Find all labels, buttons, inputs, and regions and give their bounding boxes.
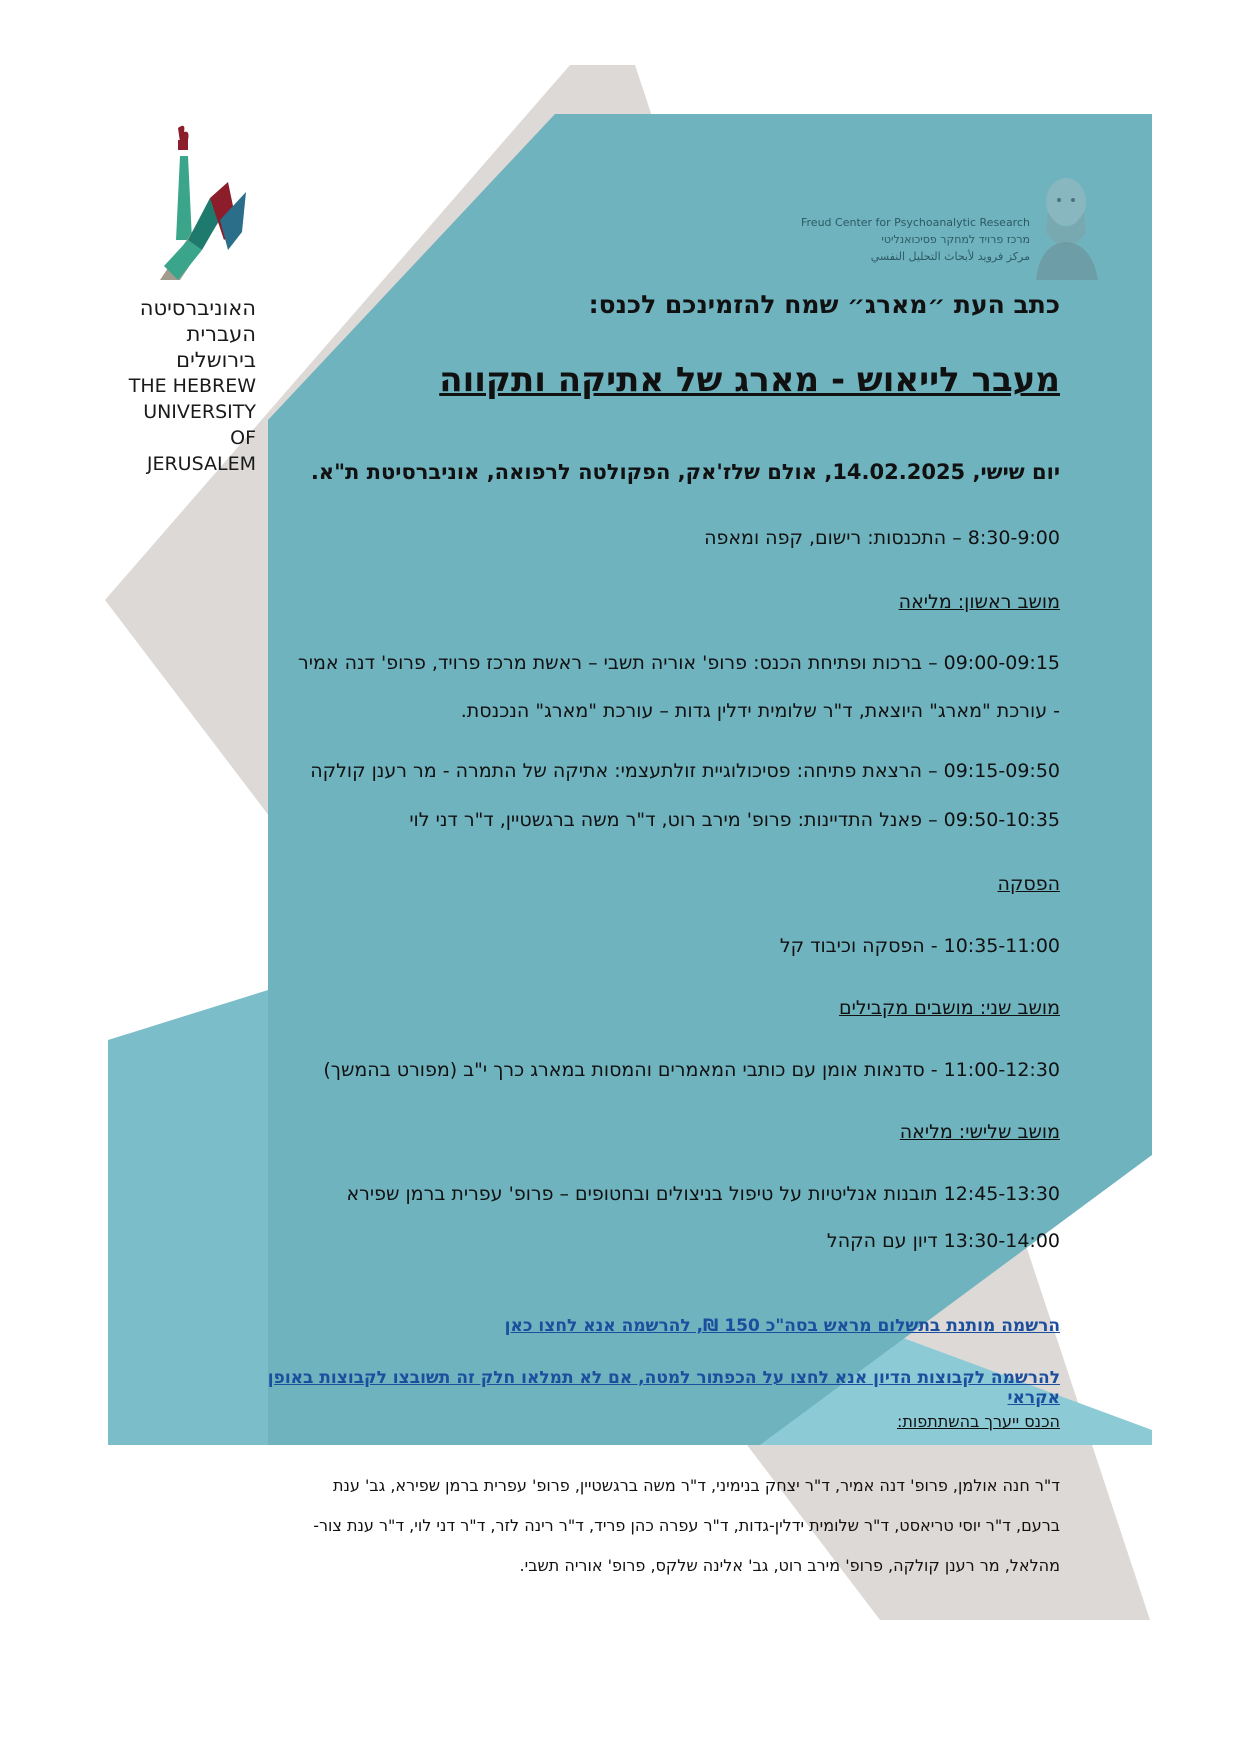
- university-name-he-1: האוניברסיטה: [139, 296, 256, 320]
- freud-center-name-he: מרכז פרויד למחקר פסיכואנליטי: [881, 233, 1030, 246]
- schedule-gathering: 8:30-9:00 – התכנסות: רישום, קפה ומאפה: [704, 527, 1060, 549]
- participants-list: [220, 1466, 1060, 1586]
- date-location: יום שישי, 14.02.2025, אולם שלז'אק, הפקולטה לרפואה, אוניברסיטת ת"א.: [310, 460, 1060, 484]
- invitation-line: כתב העת ״מארג״ שמח להזמינכם לכנס:: [588, 290, 1060, 319]
- freud-center-name-en: Freud Center for Psychoanalytic Research: [801, 216, 1030, 229]
- university-name-he-3: בירושלים: [176, 348, 256, 372]
- participants-line-1: ד"ר חנה אולמן, פרופ' דנה אמיר, ד"ר יצחק בנימיני, ד"ר משה ברגשטיין, פרופ' עפרית ברמן שפירא, גב' ענת: [332, 1476, 1060, 1495]
- break-heading: הפסקה: [997, 873, 1060, 895]
- session3-heading: מושב שלישי: מליאה: [899, 1121, 1060, 1143]
- university-name-en-2: UNIVERSITY: [143, 401, 256, 423]
- schedule-opening-lecture: 09:15-09:50 – הרצאת פתיחה: פסיכולוגיית זולתעצמי: אתיקה של התמרה - מר רענן קולקה: [310, 760, 1060, 782]
- hebrew-university-logo: [118, 120, 268, 475]
- session2-heading: מושב שני: מושבים מקבילים: [838, 997, 1060, 1019]
- schedule-greetings-1: 09:00-09:15 – ברכות ופתיחת הכנס: פרופ' אוריה תשבי – ראשת מרכז פרויד, פרופ' דנה אמיר: [297, 652, 1060, 674]
- freud-center-name-ar: مركز فرويد لأبحاث التحليل النفسي: [870, 250, 1030, 263]
- schedule-workshops: 11:00-12:30 - סדנאות אומן עם כותבי המאמרים והמסות במארג כרך י"ב (מפורט בהמשך): [323, 1059, 1060, 1081]
- schedule-greetings-2: - עורכת "מארג" היוצאת, ד"ר שלומית ידלין גדות – עורכת "מארג" הנכנסת.: [460, 700, 1060, 722]
- schedule-break: 10:35-11:00 - הפסקה וכיבוד קל: [779, 935, 1060, 957]
- participation-caption: הכנס ייערך בהשתתפות:: [897, 1412, 1060, 1431]
- discussion-groups-link[interactable]: להרשמה לקבוצות הדיון אנא לחצו על הכפתור למטה, אם לא תמלאו חלק זה תשובצו לקבוצות באופן אקראי: [267, 1368, 1060, 1408]
- university-emblem-icon: [158, 120, 248, 290]
- schedule-lecture3: 12:45-13:30 תובנות אנליטיות על טיפול בניצולים ובחטופים – פרופ' עפרית ברמן שפירא: [346, 1183, 1060, 1205]
- conference-title: מעבר לייאוש - מארג של אתיקה ותקווה: [439, 360, 1060, 400]
- registration-link[interactable]: הרשמה מותנת בתשלום מראש בסה"כ 150 ₪, להרשמה אנא לחצו כאן: [504, 1316, 1060, 1336]
- freud-center-name: [760, 214, 1030, 265]
- participants-line-2: ברעם, ד"ר יוסי טריאסט, ד"ר שלומית ידלין-גדות, ד"ר עפרה כהן פריד, ד"ר רינה לזר, ד"ר דני לוי, ד"ר ענת צור-: [313, 1516, 1060, 1535]
- schedule-discussion: 13:30-14:00 דיון עם הקהל: [826, 1230, 1060, 1252]
- freud-center-logo: [760, 172, 1100, 282]
- participants-line-3: מהלאל, מר רענן קולקה, פרופ' מירב רוט, גב' אלינה שלקס, פרופ' אוריה תשבי.: [519, 1556, 1060, 1575]
- session1-heading: מושב ראשון: מליאה: [898, 591, 1060, 613]
- university-name-he-2: העברית: [186, 322, 256, 346]
- university-name-en-1: THE HEBREW: [128, 375, 256, 397]
- university-name-en-3: OF JERUSALEM: [146, 427, 256, 475]
- freud-portrait-icon: [1030, 172, 1102, 280]
- schedule-panel: 09:50-10:35 – פאנל התדיינות: פרופ' מירב רוט, ד"ר משה ברגשטיין, ד"ר דני לוי: [409, 809, 1060, 831]
